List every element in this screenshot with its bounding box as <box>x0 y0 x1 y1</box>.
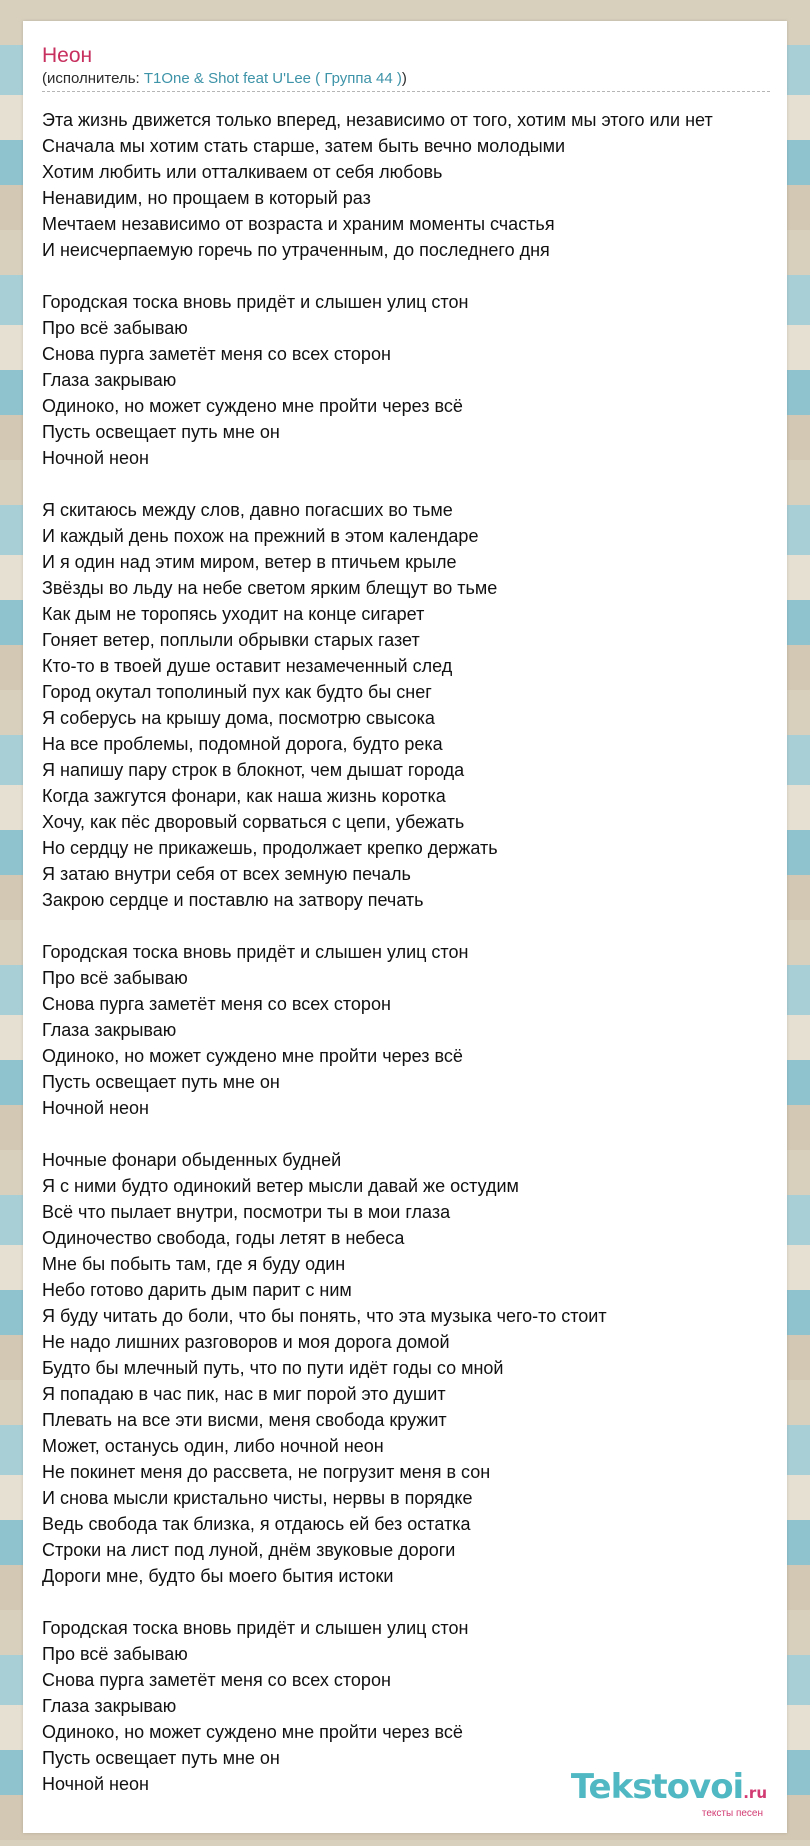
lyric-line: Дороги мне, будто бы моего бытия истоки <box>42 1566 394 1586</box>
logo-name: Tekstovoi <box>570 1767 744 1807</box>
lyric-line: Городская тоска вновь придёт и слышен улиц стон <box>42 942 469 962</box>
lyric-line: Городская тоска вновь придёт и слышен улиц стон <box>42 292 469 312</box>
lyrics-card <box>23 21 787 1833</box>
lyric-line: Строки на лист под луной, днём звуковые дороги <box>42 1540 456 1560</box>
lyric-line: Одиночество свобода, годы летят в небеса <box>42 1228 405 1248</box>
lyric-line: Про всё забываю <box>42 968 188 988</box>
lyric-line: Может, останусь один, либо ночной неон <box>42 1436 384 1456</box>
lyric-line: На все проблемы, подомной дорога, будто река <box>42 734 443 754</box>
lyric-line: Ночной неон <box>42 1774 149 1794</box>
lyric-line: И неисчерпаемую горечь по утраченным, до последнего дня <box>42 240 550 260</box>
lyric-line: Глаза закрываю <box>42 370 177 390</box>
lyric-line: Ночные фонари обыденных будней <box>42 1150 342 1170</box>
stanza-gap <box>42 913 787 939</box>
song-title: Неон <box>42 44 93 67</box>
lyric-line: Не покинет меня до рассвета, не погрузит меня в сон <box>42 1462 491 1482</box>
lyric-line: Ненавидим, но прощаем в который раз <box>42 188 371 208</box>
lyric-line: Мечтаем независимо от возраста и храним моменты счастья <box>42 214 555 234</box>
lyric-line: Пусть освещает путь мне он <box>42 1748 280 1768</box>
logo-tagline: тексты песен <box>701 1808 763 1819</box>
performer-line <box>42 69 770 92</box>
lyric-line: Ночной неон <box>42 1098 149 1118</box>
lyric-line: Кто-то в твоей душе оставит незамеченный след <box>42 656 453 676</box>
lyric-line: И я один над этим миром, ветер в птичьем крыле <box>42 552 457 572</box>
lyrics-body <box>42 107 787 1797</box>
lyric-line: Всё что пылает внутри, посмотри ты в мои глаза <box>42 1202 451 1222</box>
lyric-line: Но сердцу не прикажешь, продолжает крепко держать <box>42 838 498 858</box>
performer-prefix: (исполнитель: <box>42 70 144 87</box>
lyric-line: Будто бы млечный путь, что по пути идёт годы со мной <box>42 1358 504 1378</box>
lyric-line: Я напишу пару строк в блокнот, чем дышат города <box>42 760 465 780</box>
lyric-line: Про всё забываю <box>42 318 188 338</box>
lyric-line: Гоняет ветер, поплыли обрывки старых газет <box>42 630 420 650</box>
site-logo[interactable] <box>571 1769 767 1819</box>
lyric-line: Ведь свобода так близка, я отдаюсь ей без остатка <box>42 1514 471 1534</box>
song-header <box>42 43 770 92</box>
performer-suffix: ) <box>401 70 407 87</box>
lyric-line: И каждый день похож на прежний в этом календаре <box>42 526 479 546</box>
lyric-line: Я соберусь на крышу дома, посмотрю свысока <box>42 708 435 728</box>
performer-link[interactable]: T1One & Shot feat U'Lee ( Группа 44 ) <box>143 70 402 87</box>
lyric-line: Снова пурга заметёт меня со всех сторон <box>42 344 391 364</box>
lyric-line: Про всё забываю <box>42 1644 188 1664</box>
lyric-line: Когда зажгутся фонари, как наша жизнь коротка <box>42 786 446 806</box>
lyric-line: Не надо лишних разговоров и моя дорога домой <box>42 1332 450 1352</box>
lyric-line: Глаза закрываю <box>42 1696 177 1716</box>
logo-tld: .ru <box>743 1784 767 1802</box>
lyric-line: Ночной неон <box>42 448 149 468</box>
lyric-line: Плевать на все эти висми, меня свобода кружит <box>42 1410 447 1430</box>
lyric-line: Снова пурга заметёт меня со всех сторон <box>42 994 391 1014</box>
lyric-line: Небо готово дарить дым парит с ним <box>42 1280 352 1300</box>
stanza-gap <box>42 263 787 289</box>
lyric-line: Как дым не торопясь уходит на конце сигарет <box>42 604 425 624</box>
stanza-gap <box>42 1589 787 1615</box>
lyric-line: Я попадаю в час пик, нас в миг порой это душит <box>42 1384 446 1404</box>
lyric-line: Одиноко, но может суждено мне пройти через всё <box>42 1046 463 1066</box>
lyric-line: Я с ними будто одинокий ветер мысли давай же остудим <box>42 1176 519 1196</box>
lyric-line: Одиноко, но может суждено мне пройти через всё <box>42 1722 463 1742</box>
stanza-gap <box>42 471 787 497</box>
lyric-line: Мне бы побыть там, где я буду один <box>42 1254 346 1274</box>
lyric-line: Я буду читать до боли, что бы понять, что эта музыка чего-то стоит <box>42 1306 607 1326</box>
lyric-line: Пусть освещает путь мне он <box>42 1072 280 1092</box>
stanza-gap <box>42 1121 787 1147</box>
lyric-line: Снова пурга заметёт меня со всех сторон <box>42 1670 391 1690</box>
lyric-line: Закрою сердце и поставлю на затвору печать <box>42 890 424 910</box>
lyric-line: Город окутал тополиный пух как будто бы снег <box>42 682 432 702</box>
lyric-line: Я скитаюсь между слов, давно погасших во тьме <box>42 500 453 520</box>
lyric-line: Звёзды во льду на небе светом ярким блещут во тьме <box>42 578 498 598</box>
lyric-line: Хотим любить или отталкиваем от себя любовь <box>42 162 443 182</box>
lyric-line: Одиноко, но может суждено мне пройти через всё <box>42 396 463 416</box>
lyric-line: Глаза закрываю <box>42 1020 177 1040</box>
lyric-line: И снова мысли кристально чисты, нервы в порядке <box>42 1488 473 1508</box>
lyric-line: Эта жизнь движется только вперед, независимо от того, хотим мы этого или нет <box>42 110 713 130</box>
lyric-line: Я затаю внутри себя от всех земную печаль <box>42 864 411 884</box>
lyric-line: Сначала мы хотим стать старше, затем быть вечно молодыми <box>42 136 566 156</box>
lyric-line: Пусть освещает путь мне он <box>42 422 280 442</box>
lyric-line: Хочу, как пёс дворовый сорваться с цепи, убежать <box>42 812 465 832</box>
lyric-line: Городская тоска вновь придёт и слышен улиц стон <box>42 1618 469 1638</box>
